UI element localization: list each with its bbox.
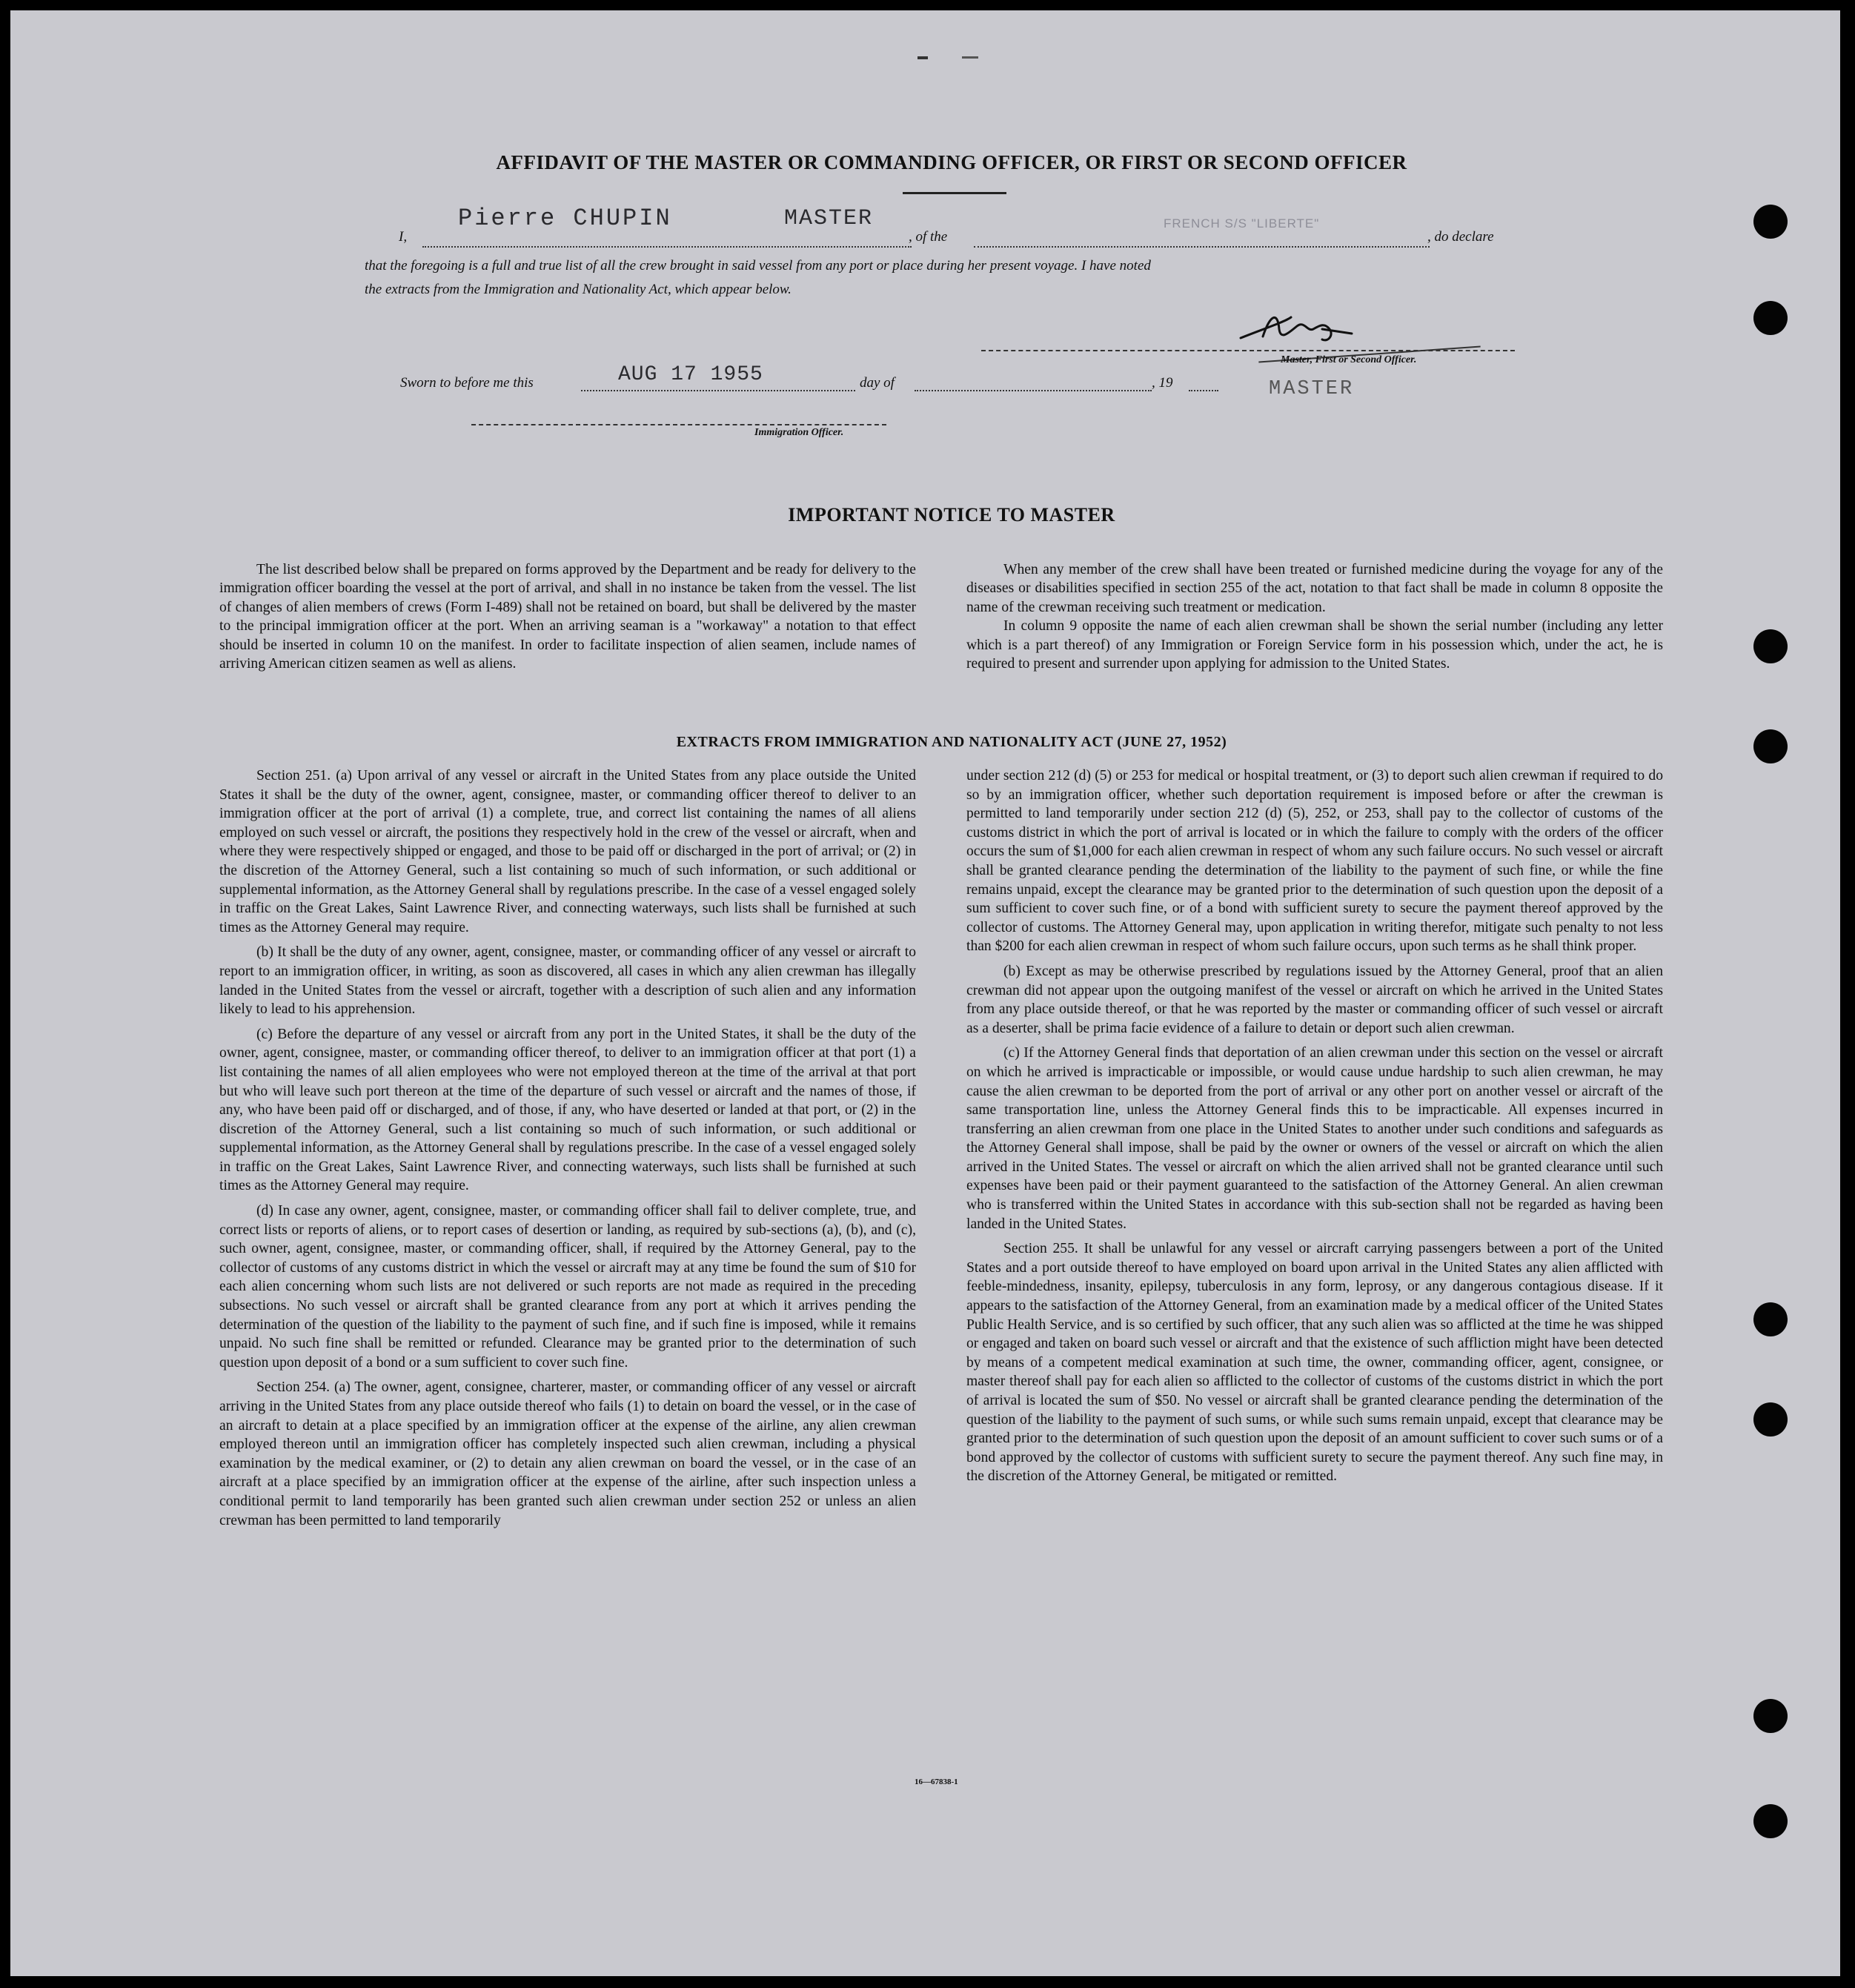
section-251-c: (c) Before the departure of any vessel or aircraft from any port in the United States, it shall be the duty of the owner, agent, consignee, master, or commanding officer thereof, to deliver to an immigration officer at that port (1) a list containing the names of all alien employees who were not employed thereon at the time of the arrival at that port but who will leave such port thereon at the time of the departure of such vessel or aircraft and the names of those, if any, who have been paid off or discharged, and of those, if any, who have deserted or landed at that port, or (2) in the discretion of the Attorney General, such a list containing so much of such information, or such additional or supplemental information, as the Attorney General shall by regulations prescribe. In the case of a vessel engaged solely in traffic on the Great Lakes, Saint Lawrence River, and connecting waterways, such lists shall be furnished at such times as the Attorney General may require.: [219, 1026, 916, 1194]
sworn-label: Sworn to before me this: [400, 375, 534, 391]
extracts-title: EXTRACTS FROM IMMIGRATION AND NATIONALITY ACT (JUNE 27, 1952): [676, 734, 1227, 750]
sworn-date: AUG 17 1955: [618, 363, 763, 386]
scan-mark: [917, 56, 928, 59]
notice-right-paragraph-2: In column 9 opposite the name of each alien crewman shall be shown the serial number (including any letter which is a part thereof) of any Immigration or Foreign Service form in his possession which, under the act, he is required to present and surrender upon applying for admission to the United States.: [966, 618, 1663, 672]
sworn-date-line: [581, 390, 855, 391]
scan-mark: [962, 56, 978, 59]
notice-left-paragraph: The list described below shall be prepared on forms approved by the Department and be ready for delivery to the immigration officer boarding the vessel at the port of arrival, and shall in no instance be taken from the vessel. The list of changes of alien members of crews (Form I-489) shall not be retained on board, but shall be delivered by the master to the principal immigration officer at the port. When an arriving seaman is a "workaway" a notation to that effect should be inserted in column 10 on the manifest. In order to facilitate inspection of alien seamen, include names of arriving American citizen seamen as well as aliens.: [219, 562, 916, 672]
statement-line-2: the extracts from the Immigration and Nationality Act, which appear below.: [365, 282, 792, 297]
extracts-left-column: [219, 766, 916, 1530]
punch-hole: [1753, 629, 1788, 663]
master-signature: [1233, 307, 1381, 351]
title-rule: [903, 192, 1006, 194]
day-of-label: day of: [860, 375, 895, 391]
punch-hole: [1753, 729, 1788, 763]
rank-stamp: MASTER: [1269, 378, 1355, 400]
immigration-officer-line: [471, 424, 886, 425]
section-254-a: Section 254. (a) The owner, agent, consignee, charterer, master, or commanding officer of any vessel or aircraft arriving in the United States from any place outside thereof who fails (1) to detain on board the vessel, or in the case of an aircraft to detain at a place specified by an immigration officer at the expense of the airline, any alien crewman employed thereon until an immigration officer has completely inspected such alien crewman, including a physical examination by the medical examiner, or (2) to detain any alien crewman on board the vessel, or in the case of an aircraft at a place specified by an immigration officer at the expense of the airline, after such inspection unless a conditional permit to land temporarily has been granted such alien crewman under section 252 or unless an alien crewman has been permitted to land temporarily: [219, 1379, 916, 1528]
extracts-right-column: [966, 766, 1663, 1486]
notice-right-paragraph-1: When any member of the crew shall have been treated or furnished medicine during the voyage for any of the diseases or disabilities specified in section 255 of the act, notation to that fact shall be made in column 8 opposite the name of the crewman receiving such treatment or medication.: [966, 562, 1663, 615]
officer-rank: MASTER: [784, 206, 874, 231]
year-line: [1189, 390, 1218, 391]
signature-caption: Master, First or Second Officer.: [1281, 354, 1417, 365]
section-251-b: (b) It shall be the duty of any owner, agent, consignee, master, or commanding officer of any vessel or aircraft to report to an immigration officer, in writing, as soon as discovered, all cases in which any alien crewman has illegally landed in the United States from the vessel or aircraft, together with a description of such alien and any information likely to lead to his apprehension.: [219, 944, 916, 1018]
notice-title: IMPORTANT NOTICE TO MASTER: [788, 504, 1115, 526]
year-label: , 19: [1152, 375, 1173, 391]
punch-hole: [1753, 205, 1788, 239]
section-254-c: (c) If the Attorney General finds that deportation of an alien crewman under this section on the vessel or aircraft on which he arrived is impracticable or impossible, or would cause undue hardship to such alien crewman, he may cause the alien crewman to be deported from the port of arrival or any other port on another vessel or aircraft of the same transportation line, unless the Attorney General finds this to be impracticable. All expenses incurred in transferring an alien crewman from one place in the United States to another under such conditions and safeguards as the Attorney General shall impose, shall be paid by the owner or owners of the vessel or aircraft on which the alien arrived in the United States. The vessel or aircraft on which the alien arrived shall not be granted clearance until such expenses have been paid or their payment guaranteed to the satisfaction of the Attorney General. An alien crewman who is transferred within the United States in accordance with this sub-section shall not be regarded as having been landed in the United States.: [966, 1045, 1663, 1232]
officer-name: Pierre CHUPIN: [458, 205, 672, 232]
do-declare-label: , do declare: [1427, 229, 1494, 245]
immigration-officer-caption: Immigration Officer.: [754, 427, 844, 438]
name-line: [422, 246, 912, 248]
i-label: I,: [399, 229, 408, 245]
month-line: [915, 390, 1152, 391]
section-251-d: (d) In case any owner, agent, consignee, master, or commanding officer shall fail to deliver complete, true, and correct lists or reports of aliens, or to report cases of desertion or landing, as required by sub-sections (a), (b), and (c), such owner, agent, consignee, master, or commanding officer, shall, if required by the Attorney General, pay to the collector of customs of any customs district in which the vessel or aircraft may at any time be found the sum of $10 for each alien concerning whom such lists are not delivered or such reports are not made as required in the preceding subsections. No such vessel or aircraft shall be granted clearance from any port at which it arrives pending the determination of the question of the liability to the payment of such fine, and if such fine is imposed, while it remains unpaid. No such fine shall be remitted or refunded. Clearance may be granted prior to the determination of such question upon deposit of a bond or a sum sufficient to cover such fine.: [219, 1203, 916, 1371]
vessel-line: [974, 246, 1430, 248]
vessel-name: FRENCH S/S "LIBERTE": [1164, 216, 1320, 231]
punch-hole: [1753, 301, 1788, 335]
section-251-a: Section 251. (a) Upon arrival of any vessel or aircraft in the United States from any place outside the United States it shall be the duty of the owner, agent, consignee, master, or commanding officer thereof to deliver to an immigration officer at the port of arrival (1) a complete, true, and correct list containing the names of all aliens employed on such vessel or aircraft, the positions they respectively hold in the crew of the vessel or aircraft, when and where they were respectively shipped or engaged, and those to be paid off or discharged in the port of arrival; or (2) in the discretion of the Attorney General, such a list containing so much of such information, or such additional or supplemental information, as the Attorney General shall by regulations prescribe. In the case of a vessel engaged solely in traffic on the Great Lakes, Saint Lawrence River, and connecting waterways, such lists shall be furnished at such times as the Attorney General may require.: [219, 768, 916, 935]
punch-hole: [1753, 1402, 1788, 1437]
punch-hole: [1753, 1804, 1788, 1838]
punch-hole: [1753, 1302, 1788, 1336]
of-the-label: , of the: [909, 229, 948, 245]
section-254-b: (b) Except as may be otherwise prescribed by regulations issued by the Attorney General, proof that an alien crewman did not appear upon the outgoing manifest of the vessel or aircraft on which he arrived in the United States from any place outside thereof, or that he was reported by the master or commanding officer of such vessel or aircraft as a deserter, shall be prima facie evidence of a failure to detain or deport such alien crewman.: [966, 963, 1663, 1036]
section-254-a-cont: under section 212 (d) (5) or 253 for medical or hospital treatment, or (3) to deport such alien crewman if required to do so by an immigration officer, whether such deportation requirement is imposed before or after the crewman is permitted to land temporarily under section 212 (d) (5), 252, or 253, shall pay to the collector of customs of the customs district in which the port of arrival is located or in which the failure to comply with the orders of the officer occurs the sum of $1,000 for each alien crewman in respect of whom any such failure occurs. No such vessel or aircraft shall be granted clearance pending the determination of the liability to the payment of such fine, or while the fine remains unpaid, except the clearance may be granted prior to the determination of such question upon the deposit of a sum sufficient to cover such fine, or of a bond with sufficient surety to secure the payment thereof approved by the collector of customs. The Attorney General may, upon application in writing therefor, mitigate such penalty to not less than $200 for each alien crewman in respect of whom such failure occurs, upon such terms as he shall think proper.: [966, 768, 1663, 955]
notice-right-column: [966, 560, 1663, 673]
punch-hole: [1753, 1699, 1788, 1733]
document-page: [10, 10, 1840, 1976]
affidavit-title: AFFIDAVIT OF THE MASTER OR COMMANDING OFFICER, OR FIRST OR SECOND OFFICER: [496, 151, 1407, 173]
form-code: 16—67838-1: [915, 1777, 958, 1786]
notice-left-column: [219, 560, 916, 673]
section-255: Section 255. It shall be unlawful for any vessel or aircraft carrying passengers between a port of the United States and a port outside thereof to have employed on board upon arrival in the United States any alien afflicted with feeble-mindedness, insanity, epilepsy, tuberculosis in any form, leprosy, or any dangerous contagious disease. If it appears to the satisfaction of the Attorney General, from an examination made by a medical officer of the United States Public Health Service, and is so certified by such officer, that any such alien was so afflicted at the time he was shipped or engaged and taken on board such vessel or aircraft and that the existence of such affliction might have been detected by means of a competent medical examination at such time, the owner, commanding officer, agent, consignee, or master thereof shall pay for each alien so afflicted to the collector of customs of the customs district in which the port of arrival is located the sum of $50. No vessel or aircraft shall be granted clearance pending the determination of the question of the liability to the payment of such sums, or while such sums remain unpaid, except that clearance may be granted prior to the determination of such question upon the deposit of an amount sufficient to cover such sums or of a bond approved by the collector of customs with sufficient surety to secure the payment thereof. Any such fine may, in the discretion of the Attorney General, be mitigated or remitted.: [966, 1241, 1663, 1485]
statement-line-1: that the foregoing is a full and true list of all the crew brought in said vessel from any port or place during her present voyage. I have noted: [365, 258, 1151, 274]
